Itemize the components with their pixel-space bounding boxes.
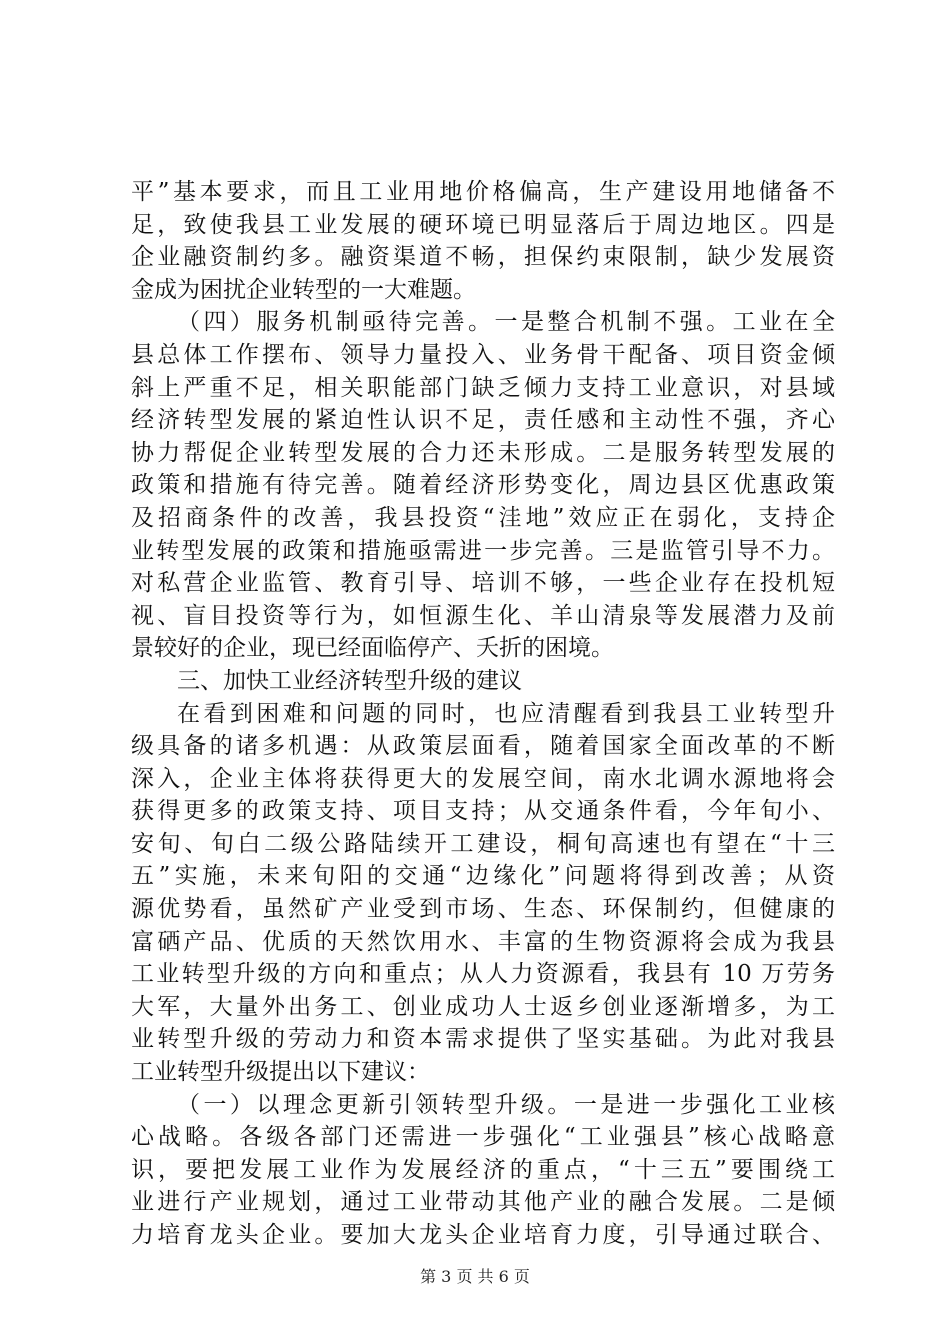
text-line: 大军，大量外出务工、创业成功人士返乡创业逐渐增多，为工 [131,993,835,1020]
text-line: 在看到困难和问题的同时，也应清醒看到我县工业转型升 [177,700,835,727]
text-line: 获得更多的政策支持、项目支持；从交通条件看，今年旬小、 [131,798,835,825]
text-line: 源优势看，虽然矿产业受到市场、生态、环保制约，但健康的 [131,896,835,923]
text-line: 斜上严重不足，相关职能部门缺乏倾力支持工业意识，对县域 [131,374,835,401]
text-line: 业转型发展的政策和措施亟需进一步完善。三是监管引导不力。 [131,537,835,564]
text-line: 工业转型升级的方向和重点；从人力资源看，我县有 10 万劳务 [131,961,835,988]
text-line: 力培育龙头企业。要加大龙头企业培育力度，引导通过联合、 [131,1222,835,1248]
text-line: 协力帮促企业转型发展的合力还未形成。二是服务转型发展的 [131,439,835,466]
text-line: 业进行产业规划，通过工业带动其他产业的融合发展。二是倾 [131,1189,835,1216]
text-line: 金成为困扰企业转型的一大难题。 [131,276,476,303]
text-line: 平”基本要求，而且工业用地价格偏高，生产建设用地储备不 [131,179,835,205]
text-line: 视、盲目投资等行为，如恒源生化、羊山清泉等发展潜力及前 [131,602,835,629]
text-line: 工业转型升级提出以下建议： [131,1059,430,1086]
text-line: 心战略。各级各部门还需进一步强化“工业强县”核心战略意 [131,1124,835,1151]
document-body [131,176,835,1252]
text-line: 富硒产品、优质的天然饮用水、丰富的生物资源将会成为我县 [131,928,835,955]
text-line: 级具备的诸多机遇：从政策层面看，随着国家全面改革的不断 [131,733,835,760]
text-line: 企业融资制约多。融资渠道不畅，担保约束限制，缺少发展资 [131,244,835,271]
text-line: （四）服务机制亟待完善。一是整合机制不强。工业在全 [177,309,835,336]
text-line: 五”实施，未来旬阳的交通“边缘化”问题将得到改善；从资 [131,863,835,890]
page-footer: 第 3 页 共 6 页 [420,1267,530,1286]
text-line: 三、加快工业经济转型升级的建议 [177,667,522,694]
text-line: 足，致使我县工业发展的硬环境已明显落后于周边地区。四是 [131,211,835,238]
text-line: 景较好的企业，现已经面临停产、夭折的困境。 [131,635,614,662]
text-line: 业转型升级的劳动力和资本需求提供了坚实基础。为此对我县 [131,1026,835,1053]
text-line: 深入，企业主体将获得更大的发展空间，南水北调水源地将会 [131,765,835,792]
text-line: 识，要把发展工业作为发展经济的重点，“十三五”要围绕工 [131,1156,835,1183]
text-line: 县总体工作摆布、领导力量投入、业务骨干配备、项目资金倾 [131,341,835,368]
text-line: 安旬、旬白二级公路陆续开工建设，桐旬高速也有望在“十三 [131,830,835,857]
text-line: 及招商条件的改善，我县投资“洼地”效应正在弱化，支持企 [131,504,835,531]
text-line: 经济转型发展的紧迫性认识不足，责任感和主动性不强，齐心 [131,407,835,434]
text-line: 对私营企业监管、教育引导、培训不够，一些企业存在投机短 [131,570,835,597]
text-line: （一）以理念更新引领转型升级。一是进一步强化工业核 [177,1091,835,1118]
text-line: 政策和措施有待完善。随着经济形势变化，周边县区优惠政策 [131,472,835,499]
